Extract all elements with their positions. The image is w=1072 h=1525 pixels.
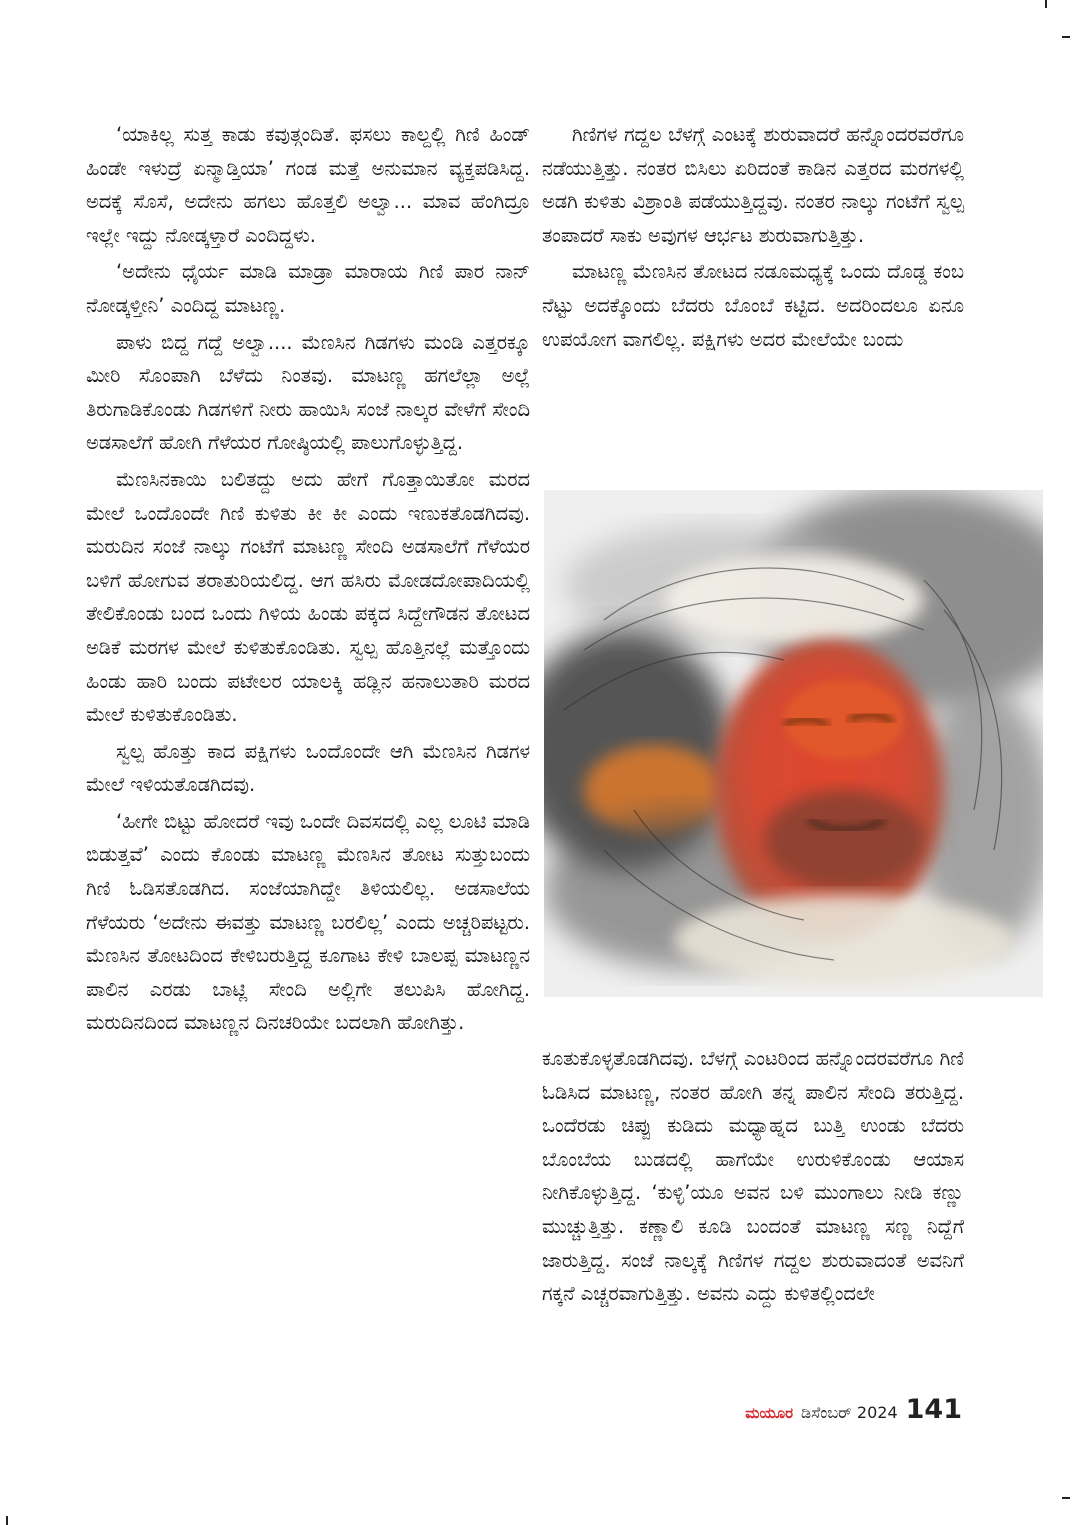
paragraph: ಗಿಣಿಗಳ ಗದ್ದಲ ಬೆಳಗ್ಗೆ ಎಂಟಕ್ಕೆ ಶುರುವಾದರೆ ಹನ್ನೊಂದರವರೆಗೂ ನಡೆಯುತ್ತಿತ್ತು. ನಂತರ ಬಿಸಿಲು ಏರಿದಂತೆ ಕಾಡಿನ ಎತ್ತರದ ಮರಗಳಲ್ಲಿ ಅಡಗಿ ಕುಳಿತು ವಿಶ್ರಾಂತಿ ಪಡೆಯುತ್ತಿದ್ದವು. ನಂತರ ನಾಲ್ಕು ಗಂಟೆಗೆ ಸ್ವಲ್ಪ ತಂಪಾದರೆ ಸಾಕು ಅವುಗಳ ಆರ್ಭಟ ಶುರುವಾಗುತ್ತಿತ್ತು.	[542, 123, 964, 247]
magazine-logo: ಮಯೂರ	[745, 1404, 794, 1422]
crop-mark-top-right	[1045, 0, 1047, 8]
crop-mark-right-lower	[1062, 1497, 1070, 1499]
article-column-right-top	[542, 118, 964, 359]
page-number: 141	[905, 1394, 962, 1425]
paragraph: ‘ಹೀಗೇ ಬಿಟ್ಟು ಹೋದರೆ ಇವು ಒಂದೇ ದಿವಸದಲ್ಲಿ ಎಲ್ಲ ಲೂಟಿ ಮಾಡಿ ಬಿಡುತ್ತವೆ’ ಎಂದು ಕೊಂಡು ಮಾಟಣ್ಣ ಮೆಣಸಿನ ತೋಟ ಸುತ್ತುಬಂದು ಗಿಣಿ ಓಡಿಸತೊಡಗಿದ. ಸಂಜೆಯಾಗಿದ್ದೇ ತಿಳಿಯಲಿಲ್ಲ. ಅಡಸಾಲೆಯ ಗೆಳೆಯರು ‘ಅದೇನು ಈವತ್ತು ಮಾಟಣ್ಣ ಬರಲಿಲ್ಲ’ ಎಂದು ಅಚ್ಚರಿಪಟ್ಟರು. ಮೆಣಸಿನ ತೋಟದಿಂದ ಕೇಳಿಬರುತ್ತಿದ್ದ ಕೂಗಾಟ ಕೇಳಿ ಬಾಲಪ್ಪ ಮಾಟಣ್ಣನ ಪಾಲಿನ ಎರಡು ಬಾಟ್ಲಿ ಸೇಂದಿ ಅಲ್ಲಿಗೇ ತಲುಪಿಸಿ ಹೋಗಿದ್ದ. ಮರುದಿನದಿಂದ ಮಾಟಣ್ಣನ ದಿನಚರಿಯೇ ಬದಲಾಗಿ ಹೋಗಿತ್ತು.	[86, 809, 531, 1035]
paragraph: ‘ಯಾಕಿಲ್ಲ ಸುತ್ತ ಕಾಡು ಕವುತ್ಗಂದಿತೆ. ಫಸಲು ಕಾಲ್ದಲ್ಲಿ ಗಿಣಿ ಹಿಂಡ್ ಹಿಂಡೇ ಇಳುದ್ರೆ ಏನ್ಮಾಡ್ತಿಯಾ’ ಗಂಡ ಮತ್ತೆ ಅನುಮಾನ ವ್ಯಕ್ತಪಡಿಸಿದ್ದ. ಅದಕ್ಕೆ ಸೊಸೆ, ಅದೇನು ಹಗಲು ಹೊತ್ತಲಿ ಅಲ್ವಾ... ಮಾವ ಹೆಂಗಿದ್ರೂ ಇಲ್ಲೇ ಇದ್ದು ನೋಡ್ಕಳ್ತಾರೆ ಎಂದಿದ್ದಳು.	[86, 123, 530, 247]
paragraph: ಪಾಳು ಬಿದ್ದ ಗದ್ದೆ ಅಲ್ವಾ.... ಮೆಣಸಿನ ಗಿಡಗಳು ಮಂಡಿ ಎತ್ತರಕ್ಕೂ ಮೀರಿ ಸೊಂಪಾಗಿ ಬೆಳೆದು ನಿಂತವು. ಮಾಟಣ್ಣ ಹಗಲೆಲ್ಲಾ ಅಲ್ಲೆ ತಿರುಗಾಡಿಕೊಂಡು ಗಿಡಗಳಿಗೆ ನೀರು ಹಾಯಿಸಿ ಸಂಜೆ ನಾಲ್ಕರ ವೇಳೆಗೆ ಸೇಂದಿ ಅಡಸಾಲೆಗೆ ಹೋಗಿ ಗೆಳೆಯರ ಗೋಷ್ಠಿಯಲ್ಲಿ ಪಾಲುಗೊಳ್ಳುತ್ತಿದ್ದ.	[86, 330, 530, 455]
issue-date: ಡಿಸೆಂಬರ್ 2024	[801, 1403, 898, 1422]
article-column-right-bottom	[542, 1042, 964, 1314]
paragraph: ಸ್ವಲ್ಪ ಹೊತ್ತು ಕಾದ ಪಕ್ಷಿಗಳು ಒಂದೊಂದೇ ಆಗಿ ಮೆಣಸಿನ ಗಿಡಗಳ ಮೇಲೆ ಇಳಿಯತೊಡಗಿದವು.	[86, 739, 530, 797]
paragraph: ‘ಅದೇನು ಧೈರ್ಯ ಮಾಡಿ ಮಾಡ್ರಾ ಮಾರಾಯ ಗಿಣಿ ಪಾರ ನಾನ್ ನೋಡ್ಕಳ್ತೀನಿ’ ಎಂದಿದ್ದ ಮಾಟಣ್ಣ.	[86, 260, 530, 317]
paragraph: ಮಾಟಣ್ಣ ಮೆಣಸಿನ ತೋಟದ ನಡೂಮಧ್ಯಕ್ಕೆ ಒಂದು ದೊಡ್ಡ ಕಂಬ ನೆಟ್ಟು ಅದಕ್ಕೊಂದು ಬೆದರು ಬೊಂಬೆ ಕಟ್ಟಿದ. ಅದರಿಂದಲೂ ಏನೂ ಉಪಯೋಗ ವಾಗಲಿಲ್ಲ. ಪಕ್ಷಿಗಳು ಅದರ ಮೇಲೆಯೇ ಬಂದು	[542, 260, 964, 351]
crop-mark-bottom-left	[6, 1516, 8, 1525]
article-column-left	[86, 118, 530, 1043]
crop-mark-right-upper	[1062, 36, 1070, 38]
page-footer	[700, 1394, 962, 1428]
paragraph: ಕೂತುಕೊಳ್ಳತೊಡಗಿದವು. ಬೆಳಗ್ಗೆ ಎಂಟರಿಂದ ಹನ್ನೊಂದರವರೆಗೂ ಗಿಣಿ ಓಡಿಸಿದ ಮಾಟಣ್ಣ, ನಂತರ ಹೋಗಿ ತನ್ನ ಪಾಲಿನ ಸೇಂದಿ ತರುತ್ತಿದ್ದ. ಒಂದೆರಡು ಚಿಪ್ಪು ಕುಡಿದು ಮಧ್ಯಾಹ್ನದ ಬುತ್ತಿ ಉಂಡು ಬೆದರು ಬೊಂಬೆಯ ಬುಡದಲ್ಲಿ ಹಾಗೆಯೇ ಉರುಳಿಕೊಂಡು ಆಯಾಸ ನೀಗಿಕೊಳ್ಳುತ್ತಿದ್ದ. ‘ಕುಳ್ಳಿ’ಯೂ ಅವನ ಬಳಿ ಮುಂಗಾಲು ನೀಡಿ ಕಣ್ಣು ಮುಚ್ಚುತ್ತಿತ್ತು. ಕಣ್ಣಾಲಿ ಕೂಡಿ ಬಂದಂತೆ ಮಾಟಣ್ಣ ಸಣ್ಣ ನಿದ್ದೆಗೆ ಜಾರುತ್ತಿದ್ದ. ಸಂಜೆ ನಾಲ್ಕಕ್ಕೆ ಗಿಣಿಗಳ ಗದ್ದಲ ಶುರುವಾದಂತೆ ಅವನಿಗೆ ಗಕ್ಕನೆ ಎಚ್ಚರವಾಗುತ್ತಿತ್ತು. ಅವನು ಎದ್ದು ಕುಳಿತಲ್ಲಿಂದಲೇ	[542, 1047, 964, 1306]
paragraph: ಮೆಣಸಿನಕಾಯಿ ಬಲಿತದ್ದು ಅದು ಹೇಗೆ ಗೊತ್ತಾಯಿತೋ ಮರದ ಮೇಲೆ ಒಂದೊಂದೇ ಗಿಣಿ ಕುಳಿತು ಕೀ ಕೀ ಎಂದು ಇಣುಕತೊಡಗಿದವು. ಮರುದಿನ ಸಂಜೆ ನಾಲ್ಕು ಗಂಟೆಗೆ ಮಾಟಣ್ಣ ಸೇಂದಿ ಅಡಸಾಲೆಗೆ ಗೆಳೆಯರ ಬಳಿಗೆ ಹೋಗುವ ತರಾತುರಿಯಲಿದ್ದ. ಆಗ ಹಸಿರು ಮೋಡದೋಪಾದಿಯಲ್ಲಿ ತೇಲಿಕೊಂಡು ಬಂದ ಒಂದು ಗಿಳಿಯ ಹಿಂಡು ಪಕ್ಕದ ಸಿದ್ದೇಗೌಡನ ತೋಟದ ಅಡಿಕೆ ಮರಗಳ ಮೇಲೆ ಕುಳಿತುಕೊಂಡಿತು. ಸ್ವಲ್ಪ ಹೊತ್ತಿನಲ್ಲೆ ಮತ್ತೊಂದು ಹಿಂಡು ಹಾರಿ ಬಂದು ಪಟೇಲರ ಯಾಲಕ್ಕಿ ಹಡ್ಲಿನ ಹನಾಲುತಾರಿ ಮರದ ಮೇಲೆ ಕುಳಿತುಕೊಂಡಿತು.	[86, 467, 530, 727]
story-illustration	[544, 490, 1043, 997]
